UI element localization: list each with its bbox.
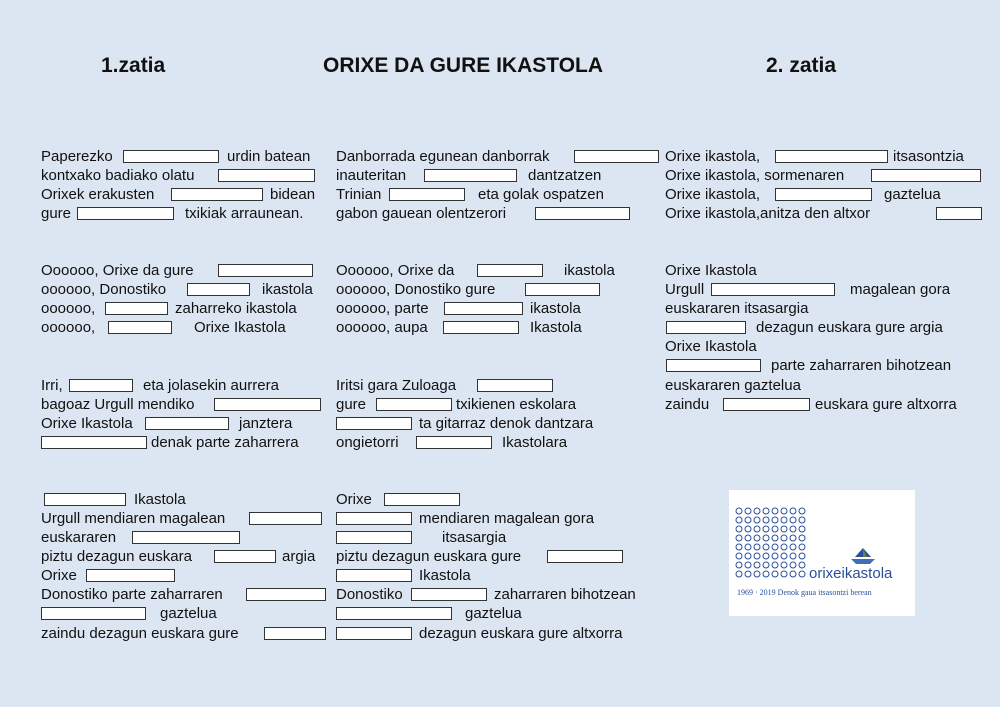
answer-blank[interactable] [214,398,321,411]
dot-grid-icon [735,507,809,581]
line-text: piztu dezagun euskara [41,548,192,565]
col1-s4-line3 [41,528,321,547]
col3-s2-line8 [665,395,985,414]
line-text: Orixe [336,491,372,508]
line-text: eta golak ospatzen [478,186,604,203]
answer-blank[interactable] [249,512,322,525]
line-text: gure [41,205,72,222]
line-text: ikastola [564,262,615,279]
answer-blank[interactable] [44,493,126,506]
col1-s4-line7 [41,604,321,623]
answer-blank[interactable] [443,321,519,334]
line-text: txikiak arraunean. [185,205,304,222]
line-text: kontxako badiako olatu [41,167,195,184]
answer-blank[interactable] [723,398,810,411]
col1-s4-line4 [41,547,326,566]
col2-s4-line8 [336,624,656,643]
answer-blank[interactable] [411,588,487,601]
col2-s2-line3 [336,299,636,318]
col3-s1-line2 [665,166,985,185]
section-2-title: 2. zatia [766,54,837,77]
col2-s4-line1 [336,490,636,509]
col2-s1-line3 [336,185,636,204]
col3-s2-line7 [665,376,985,395]
col1-s4-line1 [41,490,321,509]
line-text: Urgull mendiaren magalean [41,510,226,527]
answer-blank[interactable] [218,169,315,182]
line-text: Orixe ikastola, [665,186,761,203]
line-text: Paperezko [41,148,113,165]
line-text: euskararen itsasargia [665,300,809,317]
answer-blank[interactable] [376,398,452,411]
answer-blank[interactable] [384,493,460,506]
line-text: magalean gora [850,281,951,298]
col2-s2-line4 [336,318,636,337]
line-text: Orixe ikastola,anitza den altxor [665,205,871,222]
col2-s4-line2 [336,509,636,528]
line-text: Donostiko parte zaharraren [41,586,223,603]
line-text: gabon gauean olentzerori [336,205,507,222]
page-title: ORIXE DA GURE IKASTOLA [323,54,604,77]
line-text: argia [282,548,316,565]
col2-s4-line4 [336,547,636,566]
line-text: oooooo, [41,319,96,336]
line-text: zaindu dezagun euskara gure [41,625,239,642]
col1-s4-line5 [41,566,321,585]
col2-s3-line1 [336,376,636,395]
answer-blank[interactable] [214,550,276,563]
answer-blank[interactable] [69,379,133,392]
col3-s2-line3 [665,299,985,318]
answer-blank[interactable] [108,321,172,334]
line-text: euskararen gaztelua [665,377,801,394]
logo-name: orixeikastola [809,565,893,582]
col2-s4-line6 [336,585,656,604]
line-text: gure [336,396,367,413]
line-text: Oooooo, Orixe da gure [41,262,194,279]
answer-blank[interactable] [86,569,175,582]
line-text: Orixe Ikastola [665,262,757,279]
line-text: gaztelua [160,605,217,622]
line-text: euskararen [41,529,117,546]
answer-blank[interactable] [246,588,326,601]
line-text: Orixe ikastola, sormenaren [665,167,845,184]
col3-s1-line3 [665,185,985,204]
answer-blank[interactable] [416,436,492,449]
answer-blank[interactable] [264,627,326,640]
answer-blank[interactable] [525,283,600,296]
line-text: ongietorri [336,434,399,451]
line-text: euskara gure altxorra [815,396,957,413]
answer-blank[interactable] [477,379,553,392]
col1-s2-line4 [41,318,321,337]
answer-blank[interactable] [336,569,412,582]
answer-blank[interactable] [336,531,412,544]
col1-s1-line1 [41,147,321,166]
answer-blank[interactable] [336,607,452,620]
answer-blank[interactable] [336,627,412,640]
answer-blank[interactable] [389,188,465,201]
answer-blank[interactable] [145,417,229,430]
line-text: Orixek erakusten [41,186,155,203]
line-text: itsasontzia [893,148,964,165]
line-text: ikastola [262,281,313,298]
line-text: zaharreko ikastola [175,300,297,317]
answer-blank[interactable] [171,188,263,201]
line-text: zaindu [665,396,710,413]
line-text: Orixe ikastola, [665,148,761,165]
line-text: urdin batean [227,148,311,165]
answer-blank[interactable] [871,169,981,182]
line-text: janztera [239,415,293,432]
col2-s3-line3 [336,414,636,433]
answer-blank[interactable] [336,512,412,525]
line-text: zaharraren bihotzean [494,586,636,603]
line-text: ikastola [530,300,581,317]
answer-blank[interactable] [77,207,174,220]
line-text: bagoaz Urgull mendiko [41,396,195,413]
line-text: oooooo, [41,300,96,317]
answer-blank[interactable] [477,264,543,277]
line-text: Urgull [665,281,705,298]
col1-s2-line2 [41,280,321,299]
line-text: Ikastola [134,491,186,508]
answer-blank[interactable] [535,207,630,220]
answer-blank[interactable] [336,417,412,430]
answer-blank[interactable] [132,531,240,544]
line-text: Orixe Ikastola [41,415,133,432]
col2-s1-line2 [336,166,636,185]
col3-s1-line4 [665,204,985,223]
col1-s3-line2 [41,395,326,414]
line-text: oooooo, parte [336,300,429,317]
line-text: parte zaharraren bihotzean [771,357,952,374]
answer-blank[interactable] [218,264,313,277]
line-text: ta gitarraz denok dantzara [419,415,594,432]
answer-blank[interactable] [444,302,523,315]
line-text: Orixe Ikastola [194,319,286,336]
line-text: bidean [270,186,316,203]
col1-s4-line8 [41,624,331,643]
col2-s1-line1 [336,147,661,166]
answer-blank[interactable] [123,150,219,163]
answer-blank[interactable] [936,207,982,220]
answer-blank[interactable] [666,321,746,334]
col2-s4-line5 [336,566,636,585]
line-text: Trinian [336,186,382,203]
col3-s2-line4 [665,318,985,337]
col1-s1-line2 [41,166,321,185]
col2-s2-line1 [336,261,636,280]
line-text: oooooo, aupa [336,319,428,336]
col1-s4-line2 [41,509,326,528]
section-1-title: 1.zatia [101,54,166,77]
col2-s4-line3 [336,528,636,547]
col1-s1-line3 [41,185,321,204]
line-text: Orixe Ikastola [665,338,757,355]
col2-s4-line7 [336,604,636,623]
line-text: Donostiko [336,586,403,603]
col3-s2-line1 [665,261,985,280]
col3-s2-line6 [665,356,985,375]
col1-s3-line3 [41,414,321,433]
line-text: itsasargia [442,529,507,546]
line-text: Ikastola [530,319,582,336]
line-text: dantzatzen [528,167,602,184]
line-text: Oooooo, Orixe da [336,262,455,279]
col1-s3-line1 [41,376,321,395]
col1-s3-line4 [41,433,326,452]
line-text: Ikastola [419,567,471,584]
line-text: Orixe [41,567,77,584]
line-text: denak parte zaharrera [151,434,299,451]
answer-blank[interactable] [775,188,872,201]
line-text: Iritsi gara Zuloaga [336,377,457,394]
line-text: gaztelua [465,605,522,622]
line-text: mendiaren magalean gora [419,510,595,527]
col1-s2-line3 [41,299,321,318]
answer-blank[interactable] [775,150,888,163]
col2-s3-line2 [336,395,636,414]
line-text: eta jolasekin aurrera [143,377,279,394]
col2-s3-line4 [336,433,636,452]
line-text: piztu dezagun euskara gure [336,548,522,565]
answer-blank[interactable] [187,283,250,296]
line-text: oooooo, Donostiko [41,281,167,298]
col3-s2-line2 [665,280,985,299]
line-text: txikienen eskolara [456,396,577,413]
col2-s2-line2 [336,280,636,299]
logo-tagline: 1969 · 2019 Denok gaua itsasontzi berean [737,588,872,597]
boat-icon [849,547,877,565]
line-text: Danborrada egunean danborrak [336,148,550,165]
answer-blank[interactable] [424,169,517,182]
answer-blank[interactable] [41,436,147,449]
answer-blank[interactable] [574,150,659,163]
answer-blank[interactable] [666,359,761,372]
line-text: oooooo, Donostiko gure [336,281,496,298]
line-text: dezagun euskara gure altxorra [419,625,623,642]
line-text: Irri, [41,377,63,394]
col3-s2-line5 [665,337,985,356]
line-text: Ikastolara [502,434,568,451]
col1-s4-line6 [41,585,326,604]
line-text: dezagun euskara gure argia [756,319,943,336]
col1-s2-line1 [41,261,321,280]
line-text: gaztelua [884,186,941,203]
answer-blank[interactable] [547,550,623,563]
col1-s1-line4 [41,204,321,223]
line-text: inauteritan [336,167,407,184]
col2-s1-line4 [336,204,636,223]
answer-blank[interactable] [105,302,168,315]
col3-s1-line1 [665,147,985,166]
orixe-ikastola-logo [729,490,915,616]
answer-blank[interactable] [41,607,146,620]
answer-blank[interactable] [711,283,835,296]
